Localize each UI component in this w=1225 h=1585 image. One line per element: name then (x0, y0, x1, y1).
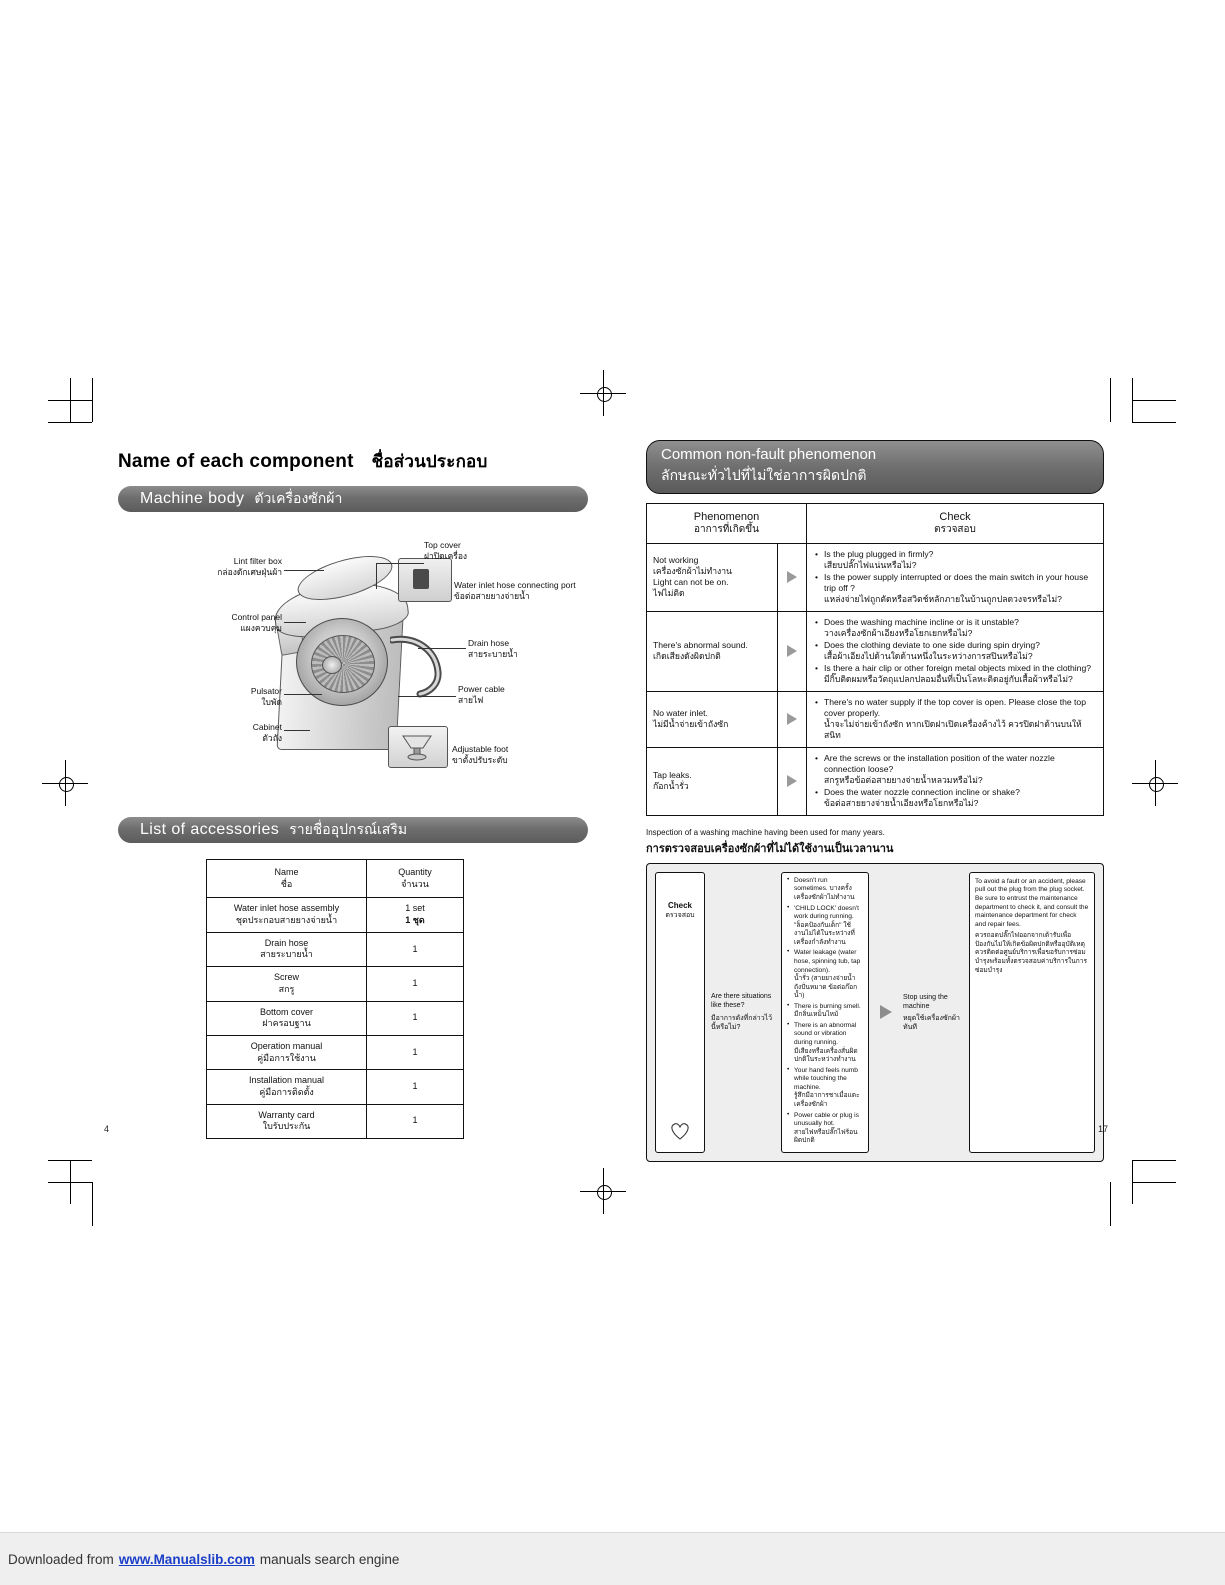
leader-line (376, 563, 424, 564)
label-drain-hose: Drain hose สายระบายน้ำ (468, 638, 518, 659)
check-cell (807, 611, 1104, 691)
accessory-name: Water inlet hose assembly ชุดประกอบสายยางจ่ายน้ำ (207, 898, 367, 932)
accessory-name: Drain hose สายระบายน้ำ (207, 932, 367, 966)
leader-line (398, 696, 456, 697)
arrow-icon (787, 645, 797, 657)
section-bar-machine-body (118, 486, 588, 512)
col-header-quantity: Quantity จำนวน (367, 860, 464, 898)
registration-mark (42, 760, 90, 808)
inspection-question: Are there situations like these? มีอาการดังที่กล่าวไว้นี้หรือไม่? (711, 993, 773, 1032)
phenomenon-cell: Not working เครื่องซักผ้าไม่ทำงาน Light can not be on. ไฟไม่ติด (647, 543, 778, 611)
leader-line (284, 694, 322, 695)
pulsator-shape (322, 656, 342, 674)
arrow-icon (787, 713, 797, 725)
accessory-quantity: 1 (367, 1104, 464, 1138)
crop-mark (48, 1182, 92, 1183)
arrow-icon (787, 571, 797, 583)
list-item: • Power cable or plug is unusually hot. สายไฟหรือปลั๊กไฟร้อนผิดปกติ (794, 1112, 862, 1146)
section-bar-accessories (118, 817, 588, 843)
footer-prefix: Downloaded from (8, 1551, 114, 1567)
list-item: • There is an abnormal sound or vibration during running. มีเสียงหรือเครื่องสั่นผิดปกติในระหว่างทำงาน (794, 1022, 862, 1065)
manualslib-link[interactable]: www.Manualslib.com (118, 1551, 255, 1567)
table-header-row (207, 860, 464, 898)
section-bar-common-phenomenon (646, 440, 1104, 494)
advice-box: To avoid a fault or an accident, please pull out the plug from the plug socket. Be sure to entrust the maintenance department to check it, and consult the maintenance department for check and repair fees. ควรถอดปลั๊กไฟออกจากเต้ารับเพื่อป้องกันไม่ให้เกิดข้อผิดปกติหรืออุบัติเหตุ ควรติดต่อศูนย์บริการเพื่อขอรับการซ่อมบำรุงพร้อมทั้งตรวจสอบค่าบริการในการซ่อมบำรุง (969, 872, 1095, 1153)
inspection-flow (646, 863, 1104, 1162)
label-top-cover: Top cover ฝาปิดเครื่อง (424, 540, 468, 561)
accessory-quantity: 1 (367, 967, 464, 1001)
crop-mark (1132, 1182, 1176, 1183)
leader-line (376, 563, 377, 589)
crop-mark (48, 1160, 92, 1161)
leader-line (284, 570, 324, 571)
accessory-quantity: 1 (367, 1035, 464, 1069)
flow-arrow (875, 872, 897, 1153)
right-page-content (646, 440, 1109, 1162)
label-pulsator: Pulsator ใบพัด (250, 686, 282, 707)
table-row (207, 898, 464, 932)
check-item: • Does the washing machine incline or is it unstable? วางเครื่องซักผ้าเอียงหรือโยกเยกหรือไม่? (824, 617, 1097, 639)
check-item: • Does the water nozzle connection incline or shake? ข้อต่อสายยางจ่ายน้ำเอียงหรือโยกหรือไม่? (824, 787, 1097, 809)
arrow-cell (778, 611, 807, 691)
table-header-row (647, 504, 1104, 544)
download-footer (0, 1532, 1225, 1585)
arrow-cell (778, 543, 807, 611)
crop-mark (1132, 1160, 1176, 1161)
check-badge: Check ตรวจสอบ (655, 872, 705, 1153)
table-row (207, 967, 464, 1001)
label-adjustable-foot: Adjustable foot ขาตั้งปรับระดับ (452, 744, 509, 765)
symptom-list (781, 872, 869, 1153)
accessories-section (118, 806, 588, 1139)
label-power-cable: Power cable สายไฟ (458, 684, 505, 705)
arrow-icon (880, 1005, 892, 1019)
table-row (647, 747, 1104, 815)
accessories-label-en: List of accessories (140, 821, 280, 838)
crop-mark (48, 422, 92, 423)
label-control-panel: Control panel แผงควบคุม (231, 612, 282, 633)
machine-body-label-en: Machine body (140, 490, 245, 507)
accessory-quantity: 1 set 1 ชุด (367, 898, 464, 932)
list-item: • Your hand feels numb while touching the machine. รู้สึกมีอาการชาเมื่อแตะเครื่องซักผ้า (794, 1067, 862, 1110)
table-row (647, 691, 1104, 747)
left-page-content (118, 448, 588, 808)
table-row (207, 1035, 464, 1069)
page-title-en: Name of each component (118, 451, 354, 472)
footer-suffix: manuals search engine (259, 1551, 400, 1567)
phenomenon-cell: Tap leaks. ก๊อกน้ำรั่ว (647, 747, 778, 815)
registration-mark (580, 370, 628, 418)
water-inlet-port-illustration (398, 558, 452, 602)
col-header-phenomenon: Phenomenon อาการที่เกิดขึ้น (647, 504, 807, 544)
accessory-name: Bottom cover ฝาครอบฐาน (207, 1001, 367, 1035)
check-item: • Is the power supply interrupted or does the main switch in your house trip off ? แหล่งจ่ายไฟถูกตัดหรือสวิตช์หลักภายในบ้านถูกปลดวงจรหรือไม่? (824, 572, 1097, 605)
phenomenon-header-th: ลักษณะทั่วไปที่ไม่ใช่อาการผิดปกติ (661, 467, 867, 483)
accessory-quantity: 1 (367, 1001, 464, 1035)
page-title (118, 448, 588, 475)
crop-mark (1132, 422, 1176, 423)
crop-mark (92, 1182, 93, 1226)
label-lint-filter-box: Lint filter box กล่องดักเศษฝุ่นผ้า (217, 556, 282, 577)
accessory-quantity: 1 (367, 932, 464, 966)
crop-mark (1132, 400, 1176, 401)
stop-using-label: Stop using the machine หยุดใช้เครื่องซักผ้าทันที (903, 993, 960, 1031)
check-item: • Are the screws or the installation position of the water nozzle connection loose? สกรูหรือข้อต่อสายยางจ่ายน้ำหลวมหรือไม่? (824, 753, 1097, 786)
check-item: • Is the plug plugged in firmly? เสียบปลั๊กไฟแน่นหรือไม่? (824, 549, 1097, 571)
adjustable-foot-illustration (388, 726, 448, 768)
phenomenon-table (646, 503, 1104, 816)
phenomenon-cell: There's abnormal sound. เกิดเสียงดังผิดปกติ (647, 611, 778, 691)
label-water-inlet-port: Water inlet hose connecting port ข้อต่อสายยางจ่ายน้ำ (454, 580, 576, 601)
accessory-quantity: 1 (367, 1070, 464, 1104)
crop-mark (1110, 1182, 1111, 1226)
heart-icon (669, 1122, 691, 1143)
table-row (207, 932, 464, 966)
col-header-name: Name ชื่อ (207, 860, 367, 898)
accessories-table (206, 859, 464, 1139)
table-row (647, 611, 1104, 691)
table-row (207, 1001, 464, 1035)
page-title-th: ชื่อส่วนประกอบ (371, 452, 488, 471)
col-header-check: Check ตรวจสอบ (807, 504, 1104, 544)
inspection-note (646, 828, 1106, 857)
machine-diagram (118, 518, 588, 808)
phenomenon-cell: No water inlet. ไม่มีน้ำจ่ายเข้าถังซัก (647, 691, 778, 747)
crop-mark (92, 378, 93, 422)
wash-tub-shape (296, 618, 388, 706)
page-number-right: 17 (1098, 1124, 1109, 1134)
registration-mark (1132, 760, 1180, 808)
table-row (207, 1070, 464, 1104)
leader-line (284, 622, 306, 623)
leader-line (418, 648, 466, 649)
accessory-name: Installation manual คู่มือการติดตั้ง (207, 1070, 367, 1104)
drain-hose-shape (390, 634, 450, 698)
page-number-left: 4 (104, 1124, 110, 1134)
accessory-name: Warranty card ใบรับประกัน (207, 1104, 367, 1138)
crop-mark (1110, 378, 1111, 422)
list-item: • 'CHILD LOCK' doesn't work during running. "ล็อคป้องกันเด็ก" ใช้งานไม่ได้ในระหว่างที่เครื่องกำลังทำงาน (794, 905, 862, 948)
table-row (207, 1104, 464, 1138)
inspection-note-en: Inspection of a washing machine having been used for many years. (646, 827, 885, 837)
list-item: • Water leakage (water hose, spinning tub, tap connection). น้ำรั่ว (สายยางจ่ายน้ำ ถังปั่นหมาด ข้อต่อก๊อกน้ำ) (794, 949, 862, 1000)
check-item: • There's no water supply if the top cover is open. Please close the top cover properly. น้ำจะไม่จ่ายเข้าถังซัก หากเปิดฝาเปิดเครื่องค้างไว้ ควรปิดฝาด้านบนให้สนิท (824, 697, 1097, 741)
machine-body-label-th: ตัวเครื่องซักผ้า (254, 490, 343, 506)
leader-line (284, 730, 310, 731)
accessory-name: Operation manual คู่มือการใช้งาน (207, 1035, 367, 1069)
accessory-name: Screw สกรู (207, 967, 367, 1001)
check-item: • Is there a hair clip or other foreign metal objects mixed in the clothing? มีกิ๊บติดผมหรือวัตถุแปลกปลอมอื่นที่เป็นโลหะติดอยู่กับเสื้อผ้าหรือไม่? (824, 663, 1097, 685)
list-item: • There is burning smell. มีกลิ่นเหม็นไหม้ (794, 1003, 862, 1020)
check-cell (807, 543, 1104, 611)
inspection-note-th: การตรวจสอบเครื่องซักผ้าที่ไม่ได้ใช้งานเป็นเวลานาน (646, 842, 894, 855)
check-item: • Does the clothing deviate to one side during spin drying? เสื้อผ้าเอียงไปด้านใดด้านหนึ่งในระหว่างการสปินหรือไม่? (824, 640, 1097, 662)
arrow-cell (778, 747, 807, 815)
registration-mark (580, 1168, 628, 1216)
accessories-label-th: รายชื่ออุปกรณ์เสริม (289, 821, 408, 837)
arrow-cell (778, 691, 807, 747)
phenomenon-header-en: Common non-fault phenomenon (661, 446, 877, 463)
check-cell (807, 747, 1104, 815)
label-cabinet: Cabinet ตัวถัง (252, 722, 282, 743)
crop-mark (48, 400, 92, 401)
arrow-icon (787, 775, 797, 787)
table-row (647, 543, 1104, 611)
check-cell (807, 691, 1104, 747)
list-item: • Doesn't run sometimes. บางครั้งเครื่องซักผ้าไม่ทำงาน (794, 877, 862, 903)
